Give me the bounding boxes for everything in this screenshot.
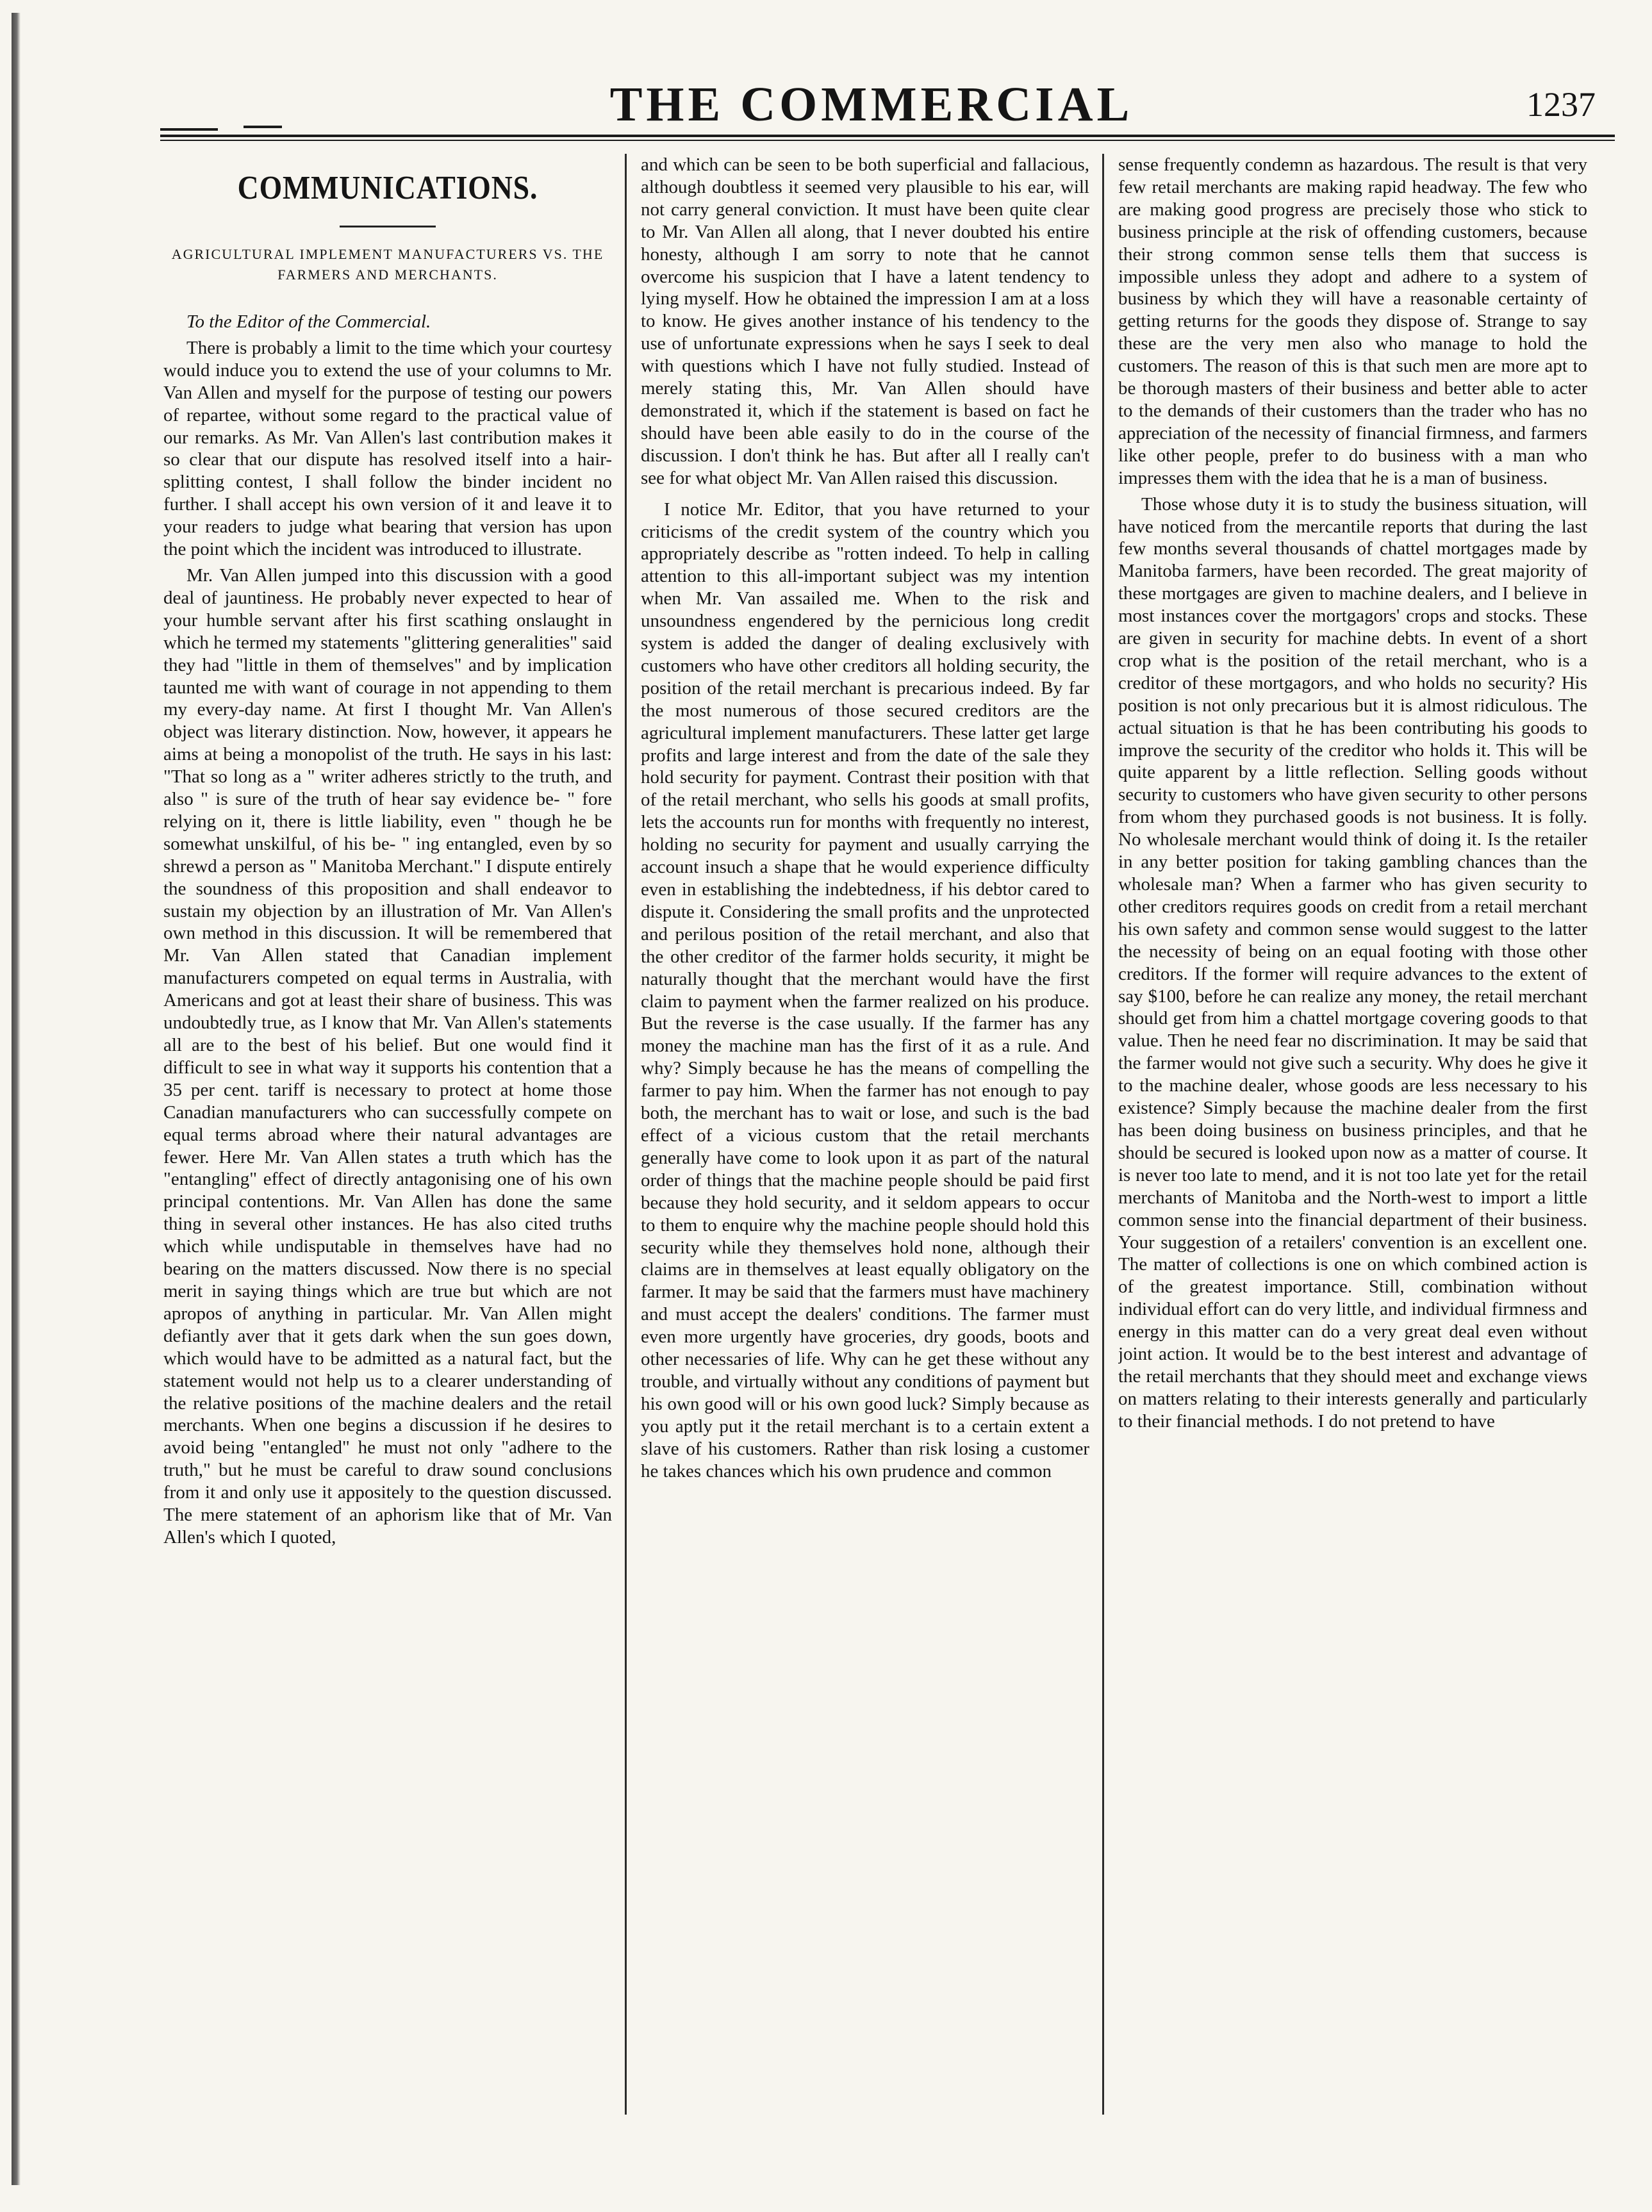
section-heading: COMMUNICATIONS. bbox=[237, 170, 538, 206]
masthead bbox=[160, 76, 1596, 133]
paragraph: Those whose duty it is to study the business situation, will have noticed from the mercantile reports that during the last few months several thousands of chattel mortgages made by Manitoba farmers, have been recorded. The great majority of these mortgages are given to machine dealers, and I believe in most instances cover the mortgagors' crops and stocks. These are given in security for machine debts. In event of a short crop what is the position of the retail merchant, who is a creditor of these mortgagors, and who holds no security? His position is not only precarious but it is almost ridiculous. The actual situation is that he has been contributing his goods to improve the security of the creditor who holds it. This will be quite apparent by a little reflection. Selling goods without security to customers who have given security to other persons from whom they purchased goods is not business. It is folly. No wholesale merchant would think of doing it. Is the retailer in any better position for taking gambling chances than the wholesale man? When a farmer who has given security to other creditors requires goods on credit from a retail merchant his own safety and common sense would suggest to the latter the necessity of being on an equal footing with those other creditors. If the former will require advances to the extent of say $100, before he can realize any money, the retail merchant should get from him a chattel mortgage covering goods to that value. Then he need fear no discrimination. It may be said that the farmer would not give such a security. Why does he give it to the machine dealer, whose goods are less necessary to his existence? Simply because the machine dealer from the first has been doing business on business principles, and that he should be secured is looked upon now as a matter of course. It is never too late to mend, and it is not too late yet for the retail merchants of Manitoba and the North-west to import a little common sense into the financial department of their business. Your suggestion of a retailers' convention is an excellent one. The matter of collections is one on which combined action is of the greatest importance. Still, combination without individual effort can do very little, and individual firmness and energy in this matter can do a very great deal even without joint action. It would be to the best interest and advantage of the retail merchants that they should meet and exchange views on matters relating to their interests generally and particularly to their financial methods. I do not pretend to have bbox=[1118, 493, 1587, 1432]
heading-rule bbox=[340, 226, 436, 227]
binding-edge bbox=[12, 13, 21, 2185]
page-number: 1237 bbox=[1526, 85, 1596, 124]
masthead-title: THE COMMERCIAL bbox=[609, 78, 1134, 131]
masthead-dash bbox=[160, 128, 218, 131]
column-rule bbox=[625, 154, 627, 2115]
column-2 bbox=[641, 154, 1089, 2204]
paragraph: sense frequently condemn as hazardous. The result is that very few retail merchants are making rapid headway. The few who are making good progress are precisely those who stick to business principle at the risk of offending customers, because their strong common sense tells them that success is impossible unless they adopt and adhere to a system of business by which they will have a reasonable certainty of getting returns for the goods they dispose of. Strange to say these are the very men also who manage to hold the customers. The reason of this is that such men are more apt to be thorough masters of their business and better able to acter to the demands of their customers than the trader who has no appreciation of the necessity of financial firmness, and farmers like other people, prefer to do business with a man who impresses them with the idea that he is a man of business. bbox=[1118, 154, 1587, 488]
masthead-rule bbox=[160, 140, 1615, 141]
paragraph: and which can be seen to be both superficial and fallacious, although doubtless it seemed very plausible to his ear, will not carry general conviction. It must have been quite clear to Mr. Van Allen all along, that I never doubted his entire honesty, although I am sorry to note that he cannot overcome his suspicion that I have a latent tendency to lying myself. How he obtained the impression I am at a loss to know. He gives another instance of his tendency to the use of unfortunate expressions when he says I seek to deal with questions which I have not fully studied. Instead of merely stating this, Mr. Van Allen should have demonstrated it, which if the statement is based on fact he should have been able easily to do in the course of the discussion. I don't think he has. But after all I really can't see for what object Mr. Van Allen raised this discussion. bbox=[641, 154, 1089, 488]
masthead-rule bbox=[160, 135, 1615, 137]
column-3 bbox=[1118, 154, 1587, 2204]
column-rule bbox=[1102, 154, 1104, 2115]
masthead-dash bbox=[244, 126, 282, 128]
paragraph: Mr. Van Allen jumped into this discussion with a good deal of jauntiness. He probably never expected to hear of your humble servant after his first scathing onslaught in which he termed my statements "glittering generalities" said they had "little in them of themselves" and by implication taunted me with want of courage in not appending to them my every-day name. At first I thought Mr. Van Allen's object was literary distinction. Now, however, it appears he aims at being a monopolist of the truth. He says in his last: "That so long as a " writer adheres strictly to the truth, and also " is sure of the truth of hear say evidence be- " fore relying on it, there is little liability, even " though he be somewhat unskilful, of his be- " ing entangled, even by so shrewd a person as " Manitoba Merchant." I dispute entirely the soundness of this proposition and shall endeavor to sustain my objection by an illustration of Mr. Van Allen's own method in this discussion. It will be remembered that Mr. Van Allen stated that Canadian implement manufacturers competed on equal terms in Australia, with Americans and got at least their share of business. This was undoubtedly true, as I know that Mr. Van Allen's statements all are to the best of his belief. But one would find it difficult to see in what way it supports his contention that a 35 per cent. tariff is necessary to protect at home those Canadian manufacturers who can successfully compete on equal terms abroad where their natural advantages are fewer. Here Mr. Van Allen states a truth which has the "entangling" effect of directly antagonising one of his own principal contentions. Mr. Van Allen has done the same thing in several other instances. He has also cited truths which while undisputable in themselves have had no bearing on the matters discussed. Now there is no special merit in saying things which are true but which are not apropos of anything in particular. Mr. Van Allen might defiantly aver that it gets dark when the sun goes down, which would have to be admitted as a natural fact, but the statement would not help us to a clearer understanding of the relative positions of the machine dealers and the retail merchants. When one begins a discussion if he desires to avoid being "entangled" he must not only "adhere to the truth," but he must be careful to draw sound conclusions from it and only use it appositely to the question discussed. The mere statement of an aphorism like that of Mr. Van Allen's which I quoted, bbox=[163, 565, 612, 1548]
column-1 bbox=[163, 154, 612, 2204]
paragraph: There is probably a limit to the time which your courtesy would induce you to extend the use of your columns to Mr. Van Allen and myself for the purpose of testing our powers of repartee, without some regard to the practical value of our remarks. As Mr. Van Allen's last contribution makes it so clear that our dispute has resolved itself into a hair-splitting contest, I shall follow the binder incident no further. I shall accept his own version of it and leave it to your readers to judge what bearing that version has upon the point which the incident was introduced to illustrate. bbox=[163, 337, 612, 560]
paragraph: I notice Mr. Editor, that you have returned to your criticisms of the credit system of the country which you appropriately describe as "rotten indeed. To help in calling attention to this all-important subject was my intention when Mr. Van assailed me. When to the risk and unsoundness engendered by the pernicious long credit system is added the danger of dealing exclusively with customers who have other creditors all holding security, the position of the retail merchant is precarious indeed. By far the most numerous of those secured creditors are the agricultural implement manufacturers. These latter get large profits and large interest and from the date of the sale they hold security for payment. Contrast their position with that of the retail merchant, who sells his goods at small profits, lets the accounts run for months with frequently no interest, holding no security for payment and usually carrying the account insuch a shape that he would experience difficulty even in establishing the indebtedness, if his debtor cared to dispute it. Considering the small profits and the unprotected and perilous position of the retail merchant, and also that the other creditor of the farmer holds security, it might be naturally thought that the merchant would have the first claim to payment when the farmer realized on his produce. But the reverse is the case usually. If the farmer has any money the machine man has the first of it as a rule. And why? Simply because he has the means of compelling the farmer to pay him. When the farmer has not enough to pay both, the merchant has to wait or lose, and such is the bad effect of a vicious custom that the retail merchants generally have come to look upon it as part of the natural order of things that the machine people should be paid first because they hold security, and it seldom appears to occur to them to enquire why the machine people should hold this security while they themselves hold none, although their claims are in themselves at least equally obligatory on the farmer. It may be said that the farmers must have machinery and must accept the dealers' conditions. The farmer must even more urgently have groceries, dry goods, boots and other necessaries of life. Why can he get these without any trouble, and virtually without any conditions of payment but his own good will or his own good luck? Simply because as you aptly put it the retail merchant is to a certain extent a slave of his customers. Rather than risk losing a customer he takes chances which his own prudence and common bbox=[641, 499, 1089, 1482]
salutation: To the Editor of the Commercial. bbox=[186, 311, 431, 332]
article-subheading: AGRICULTURAL IMPLEMENT MANUFACTURERS VS. THE FARMERS AND MERCHANTS. bbox=[171, 246, 604, 283]
